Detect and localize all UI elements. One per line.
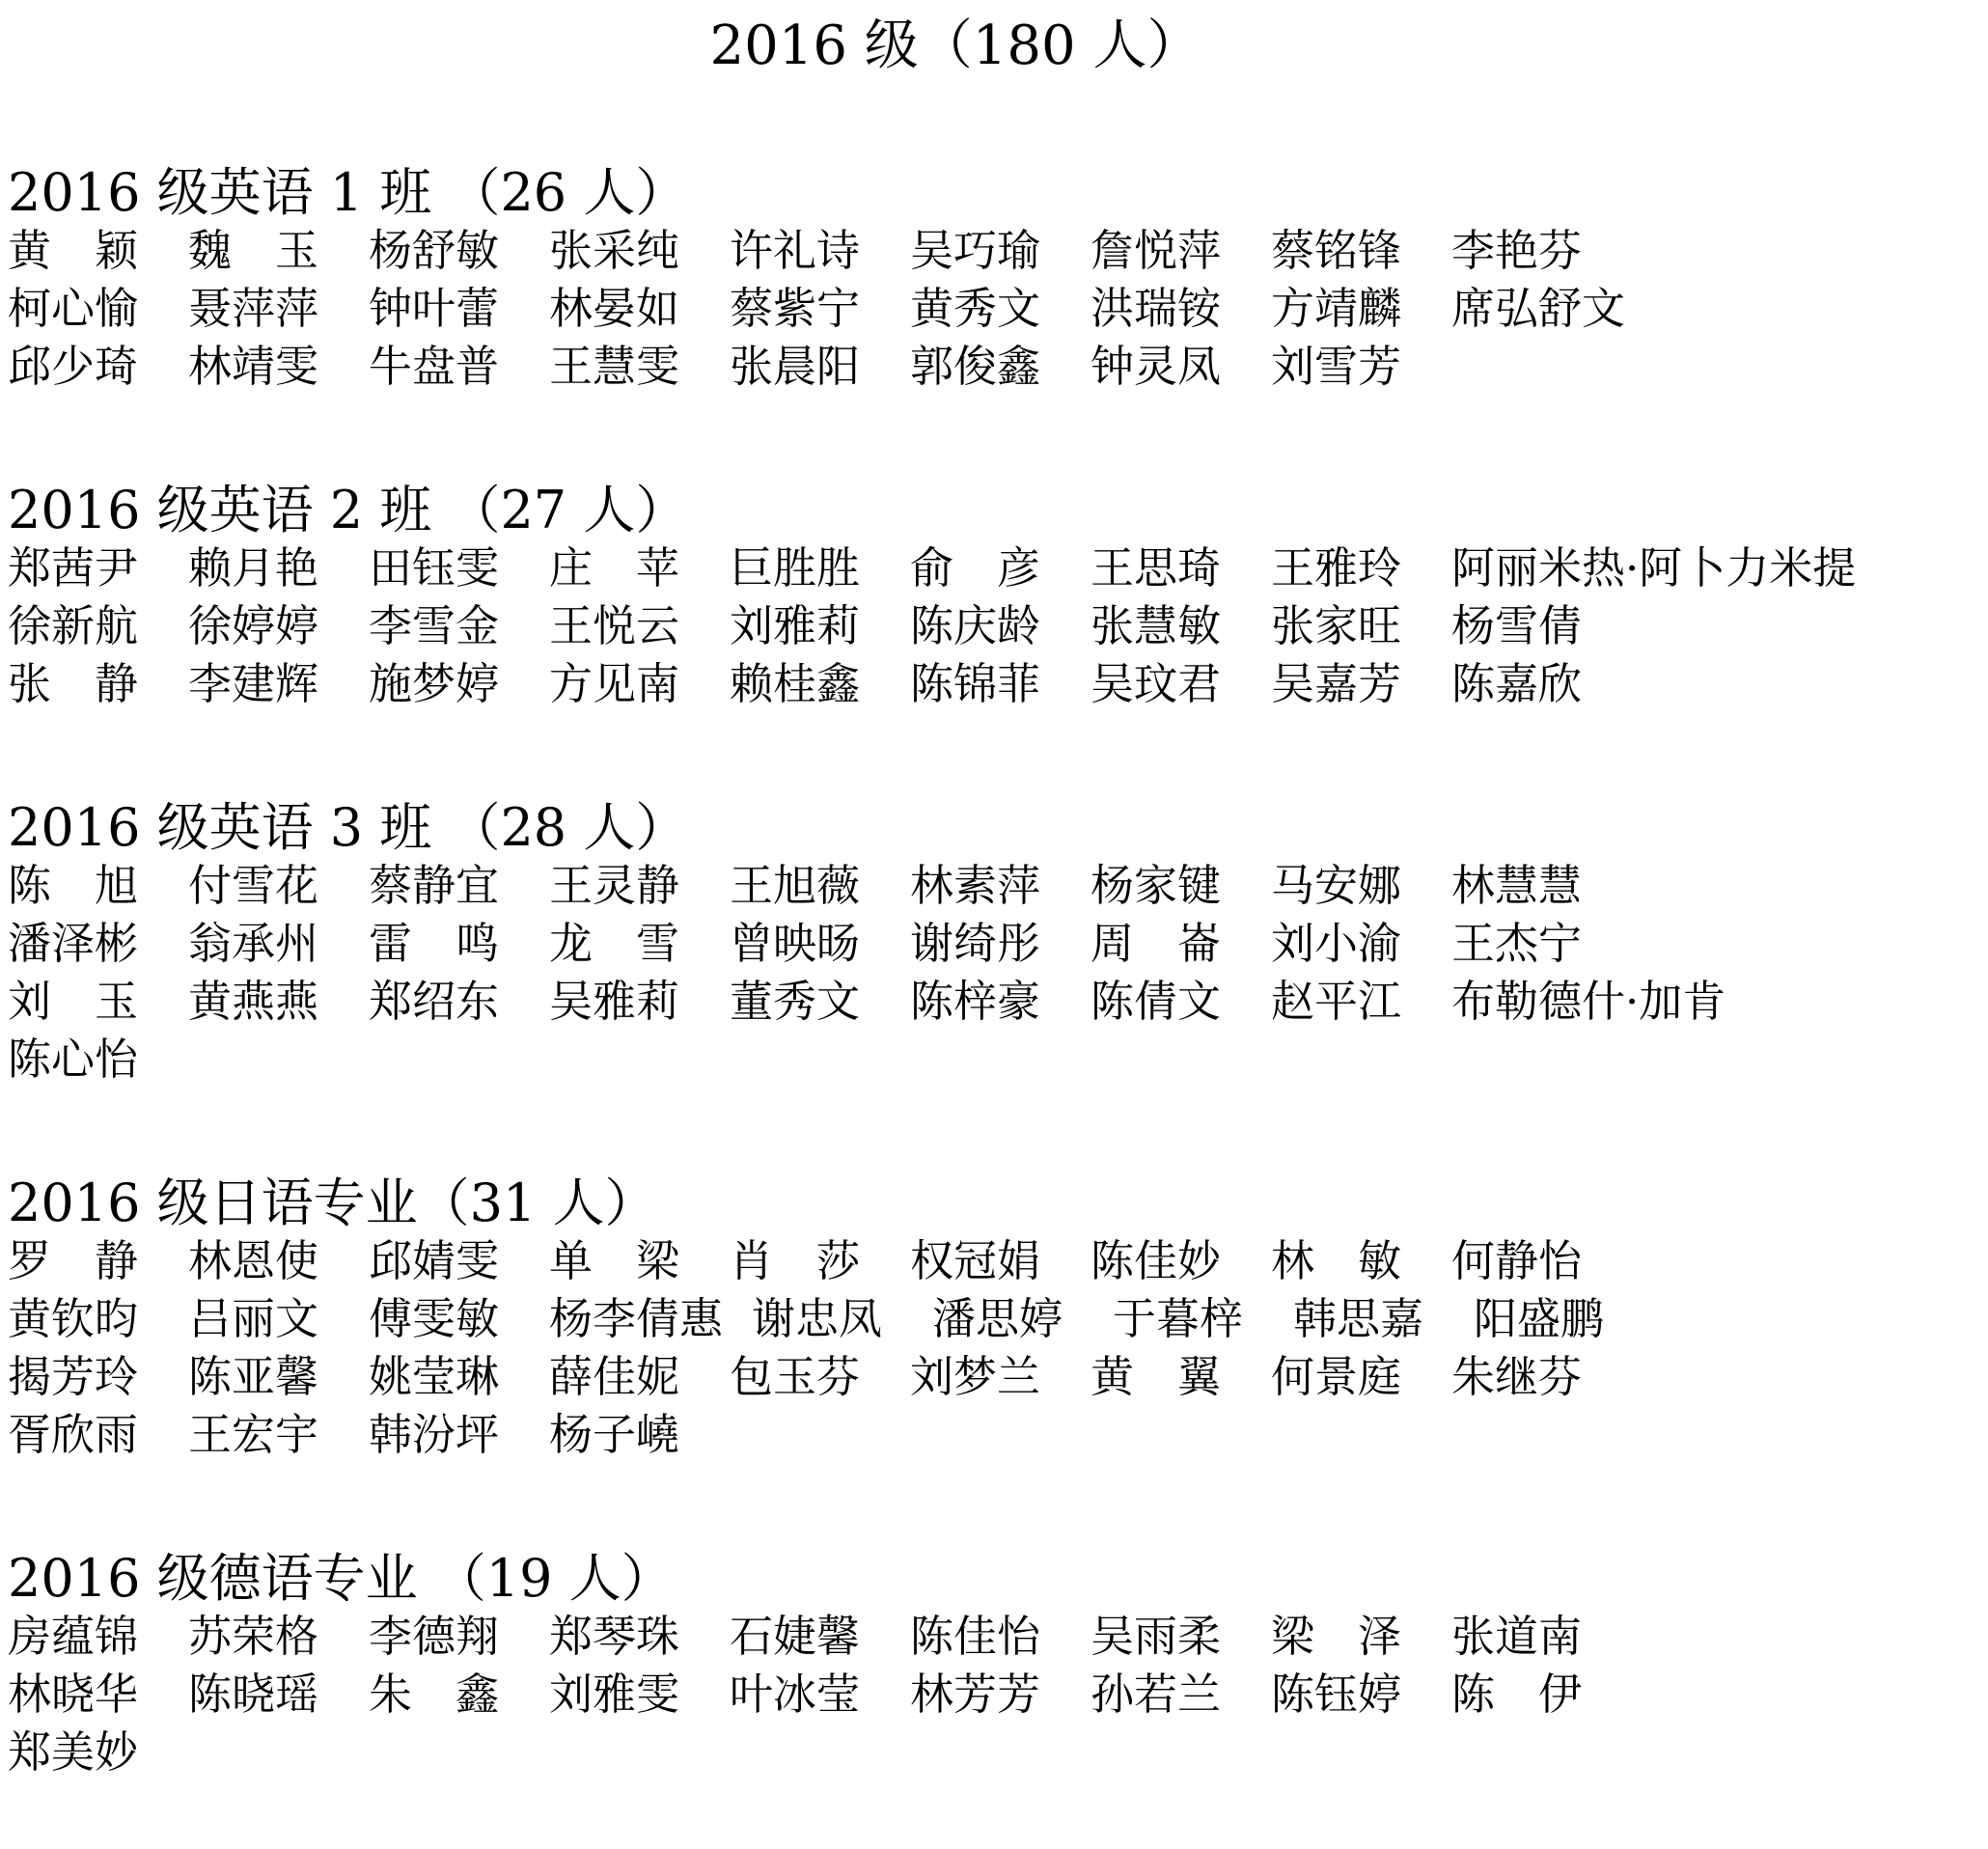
student-name: 杨雪倩 [1451,600,1583,651]
student-name: 詹悦萍 [1091,225,1222,276]
student-name: 李建辉 [188,658,319,709]
name-row [8,1031,1976,1089]
student-name: 郑美妙 [8,1726,139,1778]
student-name: 田钰雯 [369,542,500,593]
student-name: 陈佳怡 [910,1611,1041,1662]
student-name: 黄秀文 [910,283,1041,334]
name-row [8,338,1976,396]
student-name: 陈亚馨 [188,1351,319,1402]
student-name: 牛盘普 [369,341,500,392]
student-name: 郑茜尹 [8,542,139,593]
student-name: 周 崙 [1091,918,1222,969]
student-name: 林恩使 [188,1235,319,1286]
student-name: 石婕馨 [730,1611,861,1662]
name-row [8,1724,1976,1781]
name-row [8,1348,1976,1406]
student-name: 杨家键 [1091,860,1222,911]
student-name: 林素萍 [910,860,1041,911]
student-name: 林慧慧 [1451,860,1583,911]
student-name: 姚莹琳 [369,1351,500,1402]
student-name: 张晨阳 [730,341,861,392]
student-name: 蔡紫宁 [730,283,861,334]
student-name: 徐婷婷 [188,600,319,651]
student-name: 傅雯敏 [369,1293,500,1344]
name-row [8,597,1976,655]
student-name: 黄 翼 [1091,1351,1222,1402]
student-name: 肖 莎 [730,1235,861,1286]
student-name: 权冠娟 [910,1235,1041,1286]
student-name: 包玉芬 [730,1351,861,1402]
student-name: 张慧敏 [1091,600,1222,651]
student-name: 林晏如 [549,283,680,334]
student-name: 蔡静宜 [369,860,500,911]
student-name: 赖月艳 [188,542,319,593]
student-name: 黄 颖 [8,225,139,276]
student-name: 王宏宇 [188,1409,319,1460]
student-name: 张道南 [1451,1611,1583,1662]
student-name: 方靖麟 [1271,283,1402,334]
student-name: 郭俊鑫 [910,341,1041,392]
student-name: 杨舒敏 [369,225,500,276]
student-name: 吴巧瑜 [910,225,1041,276]
student-name: 刘雅雯 [549,1669,680,1720]
student-name: 陈嘉欣 [1451,658,1583,709]
student-name: 方见南 [549,658,680,709]
student-name: 李雪金 [369,600,500,651]
student-name: 王旭薇 [730,860,861,911]
student-name: 陈锦菲 [910,658,1041,709]
student-name: 魏 玉 [188,225,319,276]
student-name: 赖桂鑫 [730,658,861,709]
student-name: 邱婧雯 [369,1235,500,1286]
student-name: 刘雪芳 [1271,341,1402,392]
student-name: 房蕴锦 [8,1611,139,1662]
student-name: 蔡铭锋 [1271,225,1402,276]
student-name: 柯心愉 [8,283,139,334]
student-name: 林靖雯 [188,341,319,392]
student-name: 黄钦昀 [8,1293,139,1344]
student-name: 郑琴珠 [549,1611,680,1662]
student-name: 钟灵凤 [1091,341,1222,392]
student-name: 黄燕燕 [188,976,319,1027]
name-row [8,655,1976,713]
student-name: 吴玟君 [1091,658,1222,709]
student-name: 林晓华 [8,1669,139,1720]
student-name: 韩汾坪 [369,1409,500,1460]
student-name: 巨胜胜 [730,542,861,593]
student-name: 王杰宁 [1451,918,1583,969]
student-name: 林芳芳 [910,1669,1041,1720]
student-name: 何景庭 [1271,1351,1402,1402]
student-name: 张家旺 [1271,600,1402,651]
student-name: 朱继芬 [1451,1351,1583,1402]
student-name: 庄 苹 [549,542,680,593]
student-name: 邱少琦 [8,341,139,392]
student-name: 吕丽文 [188,1293,319,1344]
name-row [8,1608,1976,1666]
student-name: 曾映旸 [730,918,861,969]
student-name: 李德翔 [369,1611,500,1662]
student-name: 韩思嘉 [1293,1293,1424,1344]
student-name: 聂萍萍 [188,283,319,334]
student-name: 谢忠凤 [752,1293,883,1344]
student-name: 陈倩文 [1091,976,1222,1027]
name-row [8,1666,1976,1724]
student-name: 王悦云 [549,600,680,651]
student-name: 何静怡 [1451,1235,1583,1286]
student-name: 刘 玉 [8,976,139,1027]
page-title: 2016 级（180 人） [709,14,1201,77]
student-name: 钟叶蕾 [369,283,500,334]
student-name: 陈梓豪 [910,976,1041,1027]
student-name: 李艳芬 [1451,225,1583,276]
name-row [8,857,1976,915]
student-name: 揭芳玲 [8,1351,139,1402]
student-name: 潘思婷 [932,1293,1063,1344]
class-section [8,162,1976,396]
student-name: 布勒德什·加肯 [1451,976,1726,1027]
student-name: 薛佳妮 [549,1351,680,1402]
student-name: 杨李倩惠 [549,1293,724,1344]
section-heading: 2016 级德语专业 （19 人） [8,1548,674,1609]
section-heading: 2016 级英语 3 班 （28 人） [8,797,688,858]
student-name: 杨子嶢 [549,1409,680,1460]
student-name: 阿丽米热·阿卜力米提 [1451,542,1857,593]
name-row [8,915,1976,973]
student-name: 陈 旭 [8,860,139,911]
student-name: 马安娜 [1271,860,1402,911]
name-row [8,1232,1976,1290]
student-name: 张采纯 [549,225,680,276]
student-name: 潘泽彬 [8,918,139,969]
student-name: 陈晓瑶 [188,1669,319,1720]
student-name: 叶冰莹 [730,1669,861,1720]
student-name: 王雅玲 [1271,542,1402,593]
name-row [8,1290,1976,1348]
student-name: 刘雅莉 [730,600,861,651]
student-name: 谢绮彤 [910,918,1041,969]
class-section [8,1548,1976,1781]
student-name: 翁承州 [188,918,319,969]
student-name: 孙若兰 [1091,1669,1222,1720]
name-row [8,973,1976,1031]
student-name: 雷 鸣 [369,918,500,969]
class-section [8,1173,1976,1464]
student-name: 林 敏 [1271,1235,1402,1286]
student-name: 徐新航 [8,600,139,651]
student-name: 郑绍东 [369,976,500,1027]
student-name: 于暮梓 [1113,1293,1244,1344]
class-section [8,797,1976,1089]
student-name: 吴雨柔 [1091,1611,1222,1662]
student-name: 吴雅莉 [549,976,680,1027]
name-row [8,539,1976,597]
student-name: 苏荣格 [188,1611,319,1662]
student-name: 许礼诗 [730,225,861,276]
student-name: 付雪花 [188,860,319,911]
student-name: 刘梦兰 [910,1351,1041,1402]
student-name: 吴嘉芳 [1271,658,1402,709]
student-name: 董秀文 [730,976,861,1027]
student-name: 罗 静 [8,1235,139,1286]
student-name: 王慧雯 [549,341,680,392]
student-name: 刘小渝 [1271,918,1402,969]
section-heading: 2016 级英语 1 班 （26 人） [8,162,688,223]
section-heading: 2016 级日语专业（31 人） [8,1173,657,1233]
student-name: 王灵静 [549,860,680,911]
student-name: 王思琦 [1091,542,1222,593]
student-name: 陈 伊 [1451,1669,1583,1720]
student-name: 朱 鑫 [369,1669,500,1720]
name-row [8,1406,1976,1464]
student-name: 单 梁 [549,1235,680,1286]
student-name: 龙 雪 [549,918,680,969]
student-name: 陈心怡 [8,1034,139,1085]
student-name: 俞 彦 [910,542,1041,593]
student-name: 陈钰婷 [1271,1669,1402,1720]
student-name: 陈佳妙 [1091,1235,1222,1286]
student-name: 阳盛鹏 [1474,1293,1605,1344]
student-name: 施梦婷 [369,658,500,709]
section-heading: 2016 级英语 2 班 （27 人） [8,480,688,540]
student-name: 梁 泽 [1271,1611,1402,1662]
student-name: 陈庆龄 [910,600,1041,651]
student-name: 胥欣雨 [8,1409,139,1460]
student-name: 洪瑞铵 [1091,283,1222,334]
student-name: 张 静 [8,658,139,709]
student-name: 席弘舒文 [1451,283,1626,334]
name-row [8,280,1976,338]
student-name: 赵平江 [1271,976,1402,1027]
name-row [8,222,1976,280]
class-section [8,480,1976,713]
